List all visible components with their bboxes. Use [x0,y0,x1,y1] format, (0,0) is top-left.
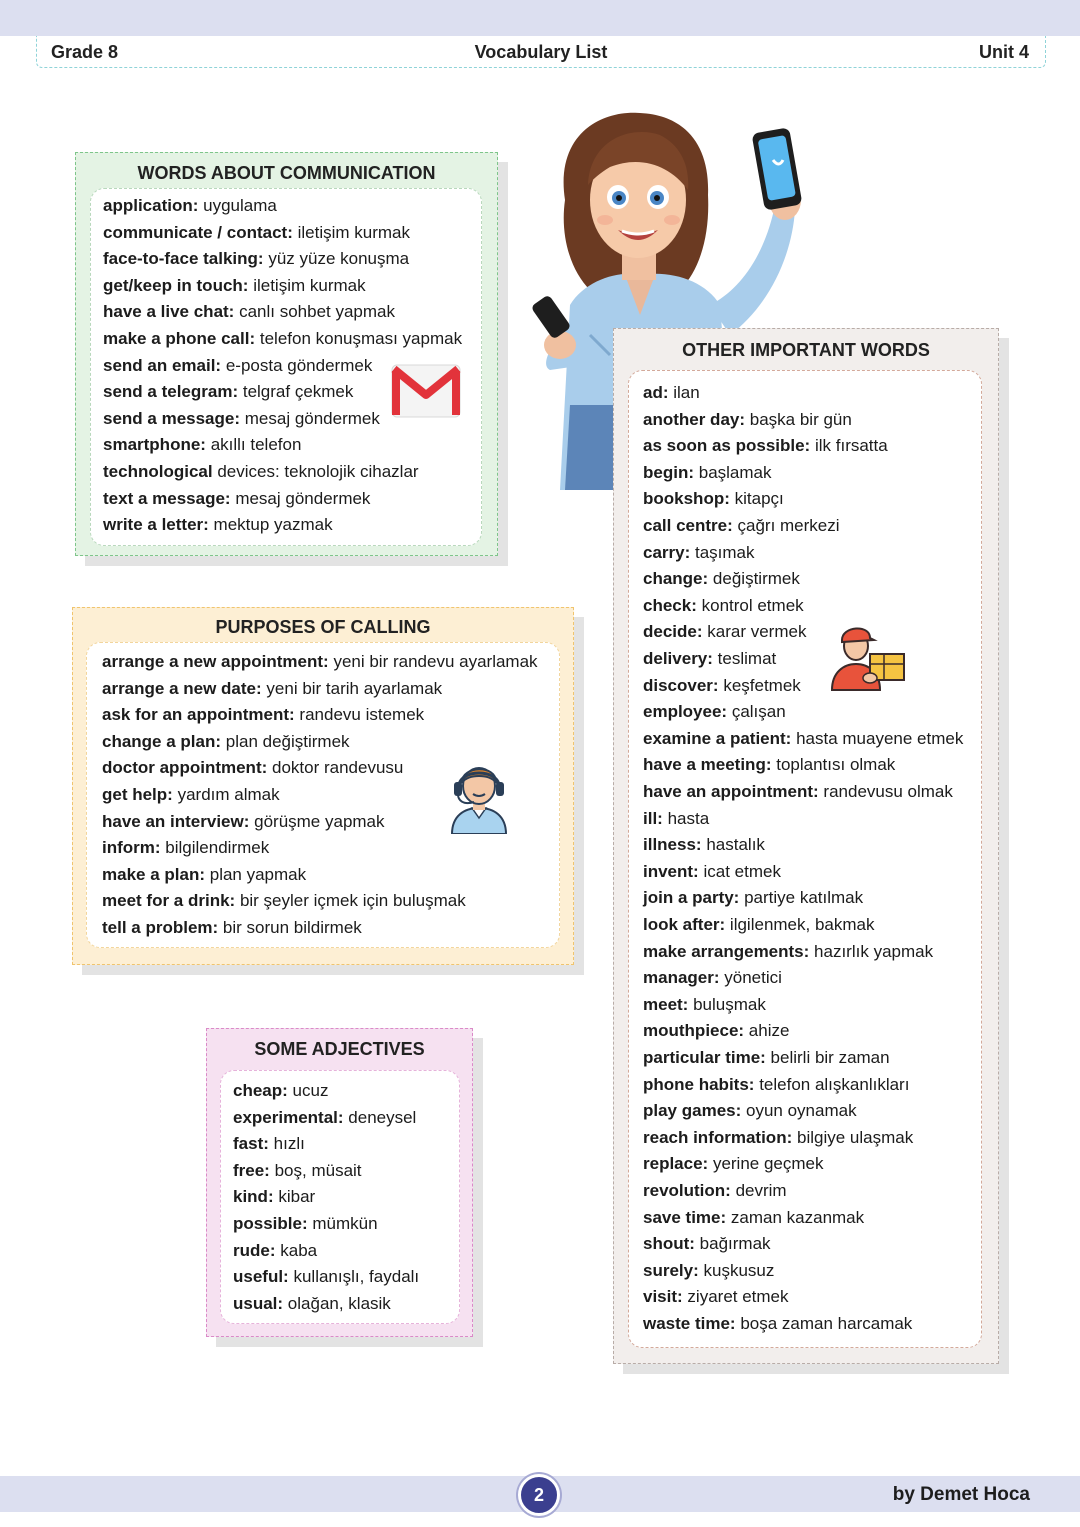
unit-label: Unit 4 [978,42,1029,62]
vocab-meaning: belirli bir zaman [770,1048,890,1067]
vocab-entry [103,435,301,455]
vocab-entry [643,1021,789,1041]
vocab-meaning: değiştirmek [712,569,800,589]
vocab-term: manager: [643,968,720,988]
vocab-meaning: toplantısı olmak [776,755,896,775]
vocab-meaning: hasta [667,808,710,828]
vocab-term: change a plan: [102,731,222,751]
vocab-term: have a meeting: [643,755,772,775]
vocab-term: employee: [643,702,728,722]
vocab-term: carry: [643,542,691,562]
vocab-entry [103,409,380,429]
vocab-entry [643,649,776,669]
vocab-entry [103,249,409,269]
vocab-term: get help: [102,785,173,804]
communication-card [75,152,498,556]
vocab-entry [643,463,772,483]
vocab-term: meet for a drink: [102,891,236,911]
vocab-entry [643,410,852,430]
vocab-meaning: plan yapmak [209,864,307,884]
vocab-term: get/keep in touch: [103,275,249,295]
vocab-meaning: randevu istemek [299,705,425,725]
vocab-term: smartphone: [103,435,206,455]
vocab-entry [643,1181,787,1201]
vocab-term: surely: [643,1260,699,1280]
vocab-term: doctor appointment: [102,758,268,778]
vocab-term: communicate / contact: [103,222,293,242]
vocab-term: free: [233,1160,270,1180]
vocab-entry [643,1287,789,1307]
vocab-meaning: yüz yüze konuşma [268,249,410,269]
vocab-term: fast: [233,1134,269,1154]
vocab-meaning: akıllı telefon [210,435,302,455]
vocab-meaning: kuşkusuz [703,1260,775,1280]
vocab-meaning: e-posta göndermek [225,355,373,375]
vocab-term: visit: [643,1287,683,1307]
vocab-meaning: mesaj göndermek [244,408,380,428]
vocab-meaning: ilk fırsatta [814,436,888,456]
adjectives-title: SOME ADJECTIVES [254,1039,425,1059]
vocab-entry [233,1108,416,1128]
vocab-term: play games: [643,1101,742,1121]
grade-label: Grade 8 [51,42,119,62]
vocab-meaning: yeni bir tarih ayarlamak [266,678,443,698]
vocab-meaning: devrim [735,1181,787,1200]
vocab-entry [643,1075,909,1095]
vocab-term: reach information: [643,1127,793,1147]
vocab-meaning: kullanışlı, faydalı [293,1267,420,1287]
vocab-entry [643,622,806,642]
vocab-entry [643,516,840,536]
vocab-entry [102,652,538,672]
vocab-entry [103,302,395,322]
vocab-entry [103,489,370,509]
vocab-entry [102,838,269,858]
vocab-entry [233,1161,362,1181]
vocab-term: usual: [233,1293,284,1313]
vocab-term: send an email: [103,355,222,375]
vocab-meaning: karar vermek [707,622,807,642]
vocab-meaning: çağrı merkezi [737,516,840,535]
vocab-meaning: görüşme yapmak [254,811,385,831]
vocab-meaning: icat etmek [703,861,781,881]
vocab-entry [643,489,784,509]
purposes-title: PURPOSES OF CALLING [215,617,431,637]
vocab-entry [643,915,874,935]
page-number: 2 [518,1474,560,1516]
vocab-entry [643,676,801,696]
vocab-entry [643,569,800,589]
vocab-entry [233,1134,305,1154]
vocab-term: examine a patient: [643,728,792,748]
vocab-entry [103,329,462,349]
vocab-term: replace: [643,1154,709,1174]
vocab-entry [103,223,410,243]
vocab-entry [233,1294,391,1314]
vocab-term: have an appointment: [643,782,819,801]
vocab-term: join a party: [643,888,740,908]
vocab-term: rude: [233,1240,276,1260]
vocab-meaning: iletişim kurmak [297,222,411,242]
vocab-entry [643,1314,912,1334]
vocab-term: change: [643,569,709,589]
vocab-term: text a message: [103,488,231,508]
vocab-entry [643,968,782,988]
vocab-meaning: devices: teknolojik cihazlar [217,462,419,481]
vocab-term: inform: [102,838,161,858]
delivery-man-icon [830,618,908,692]
vocab-entry [643,1128,913,1148]
vocab-term: invent: [643,861,699,881]
vocab-entry [643,1261,774,1281]
vocab-term: arrange a new date: [102,678,262,698]
vocab-term: shout: [643,1234,695,1254]
vocab-meaning: oyun oynamak [746,1101,857,1121]
vocab-entry [643,543,755,563]
vocab-entry [643,702,786,722]
vocab-term: make a phone call: [103,329,256,348]
vocab-term: useful: [233,1267,289,1287]
vocab-entry [643,755,895,775]
vocab-entry [643,942,933,962]
vocab-meaning: başka bir gün [749,409,852,429]
vocab-term: send a telegram: [103,382,239,402]
vocab-meaning: teslimat [717,649,777,668]
vocab-entry [233,1081,328,1101]
vocab-term: cheap: [233,1081,288,1100]
vocab-meaning: kibar [278,1187,316,1207]
vocab-term: meet: [643,994,689,1014]
vocab-meaning: bir sorun bildirmek [222,918,362,937]
vocab-term: ill: [643,808,663,828]
vocab-meaning: olağan, klasik [287,1293,391,1313]
vocab-entry [643,1154,824,1174]
vocab-meaning: bağırmak [699,1234,771,1254]
vocab-term: technological [103,462,213,481]
vocab-entry [103,196,277,216]
vocab-term: mouthpiece: [643,1021,745,1041]
vocab-term: experimental: [233,1107,344,1127]
vocab-term: possible: [233,1214,308,1233]
vocab-entry [643,1101,857,1121]
vocab-meaning: ilan [673,383,700,402]
vocab-term: decide: [643,622,703,642]
vocab-meaning: boş, müsait [274,1160,362,1180]
vocab-entry [102,785,280,805]
vocab-entry [103,462,419,482]
vocab-meaning: bir şeyler içmek için buluşmak [239,891,466,911]
vocab-meaning: mesaj göndermek [235,488,371,508]
vocab-term: particular time: [643,1048,766,1067]
vocab-term: save time: [643,1207,727,1227]
vocab-term: discover: [643,675,719,695]
vocab-entry [643,596,804,616]
vocab-term: application: [103,196,199,215]
vocab-meaning: zaman kazanmak [730,1207,865,1227]
vocab-term: another day: [643,409,746,429]
other-words-card [613,328,999,1364]
email-icon [390,363,462,419]
vocab-entry [102,812,385,832]
vocab-meaning: hasta muayene etmek [796,728,964,748]
vocab-term: delivery: [643,649,713,668]
vocab-entry [102,865,306,885]
vocab-entry [643,1234,771,1254]
vocab-entry [102,891,466,911]
vocab-meaning: mümkün [312,1214,378,1233]
vocab-term: tell a problem: [102,918,219,937]
vocab-term: have an interview: [102,811,250,831]
vocab-term: illness: [643,835,702,855]
vocab-entry [643,888,863,908]
vocab-entry [103,382,353,402]
vocab-entry [102,679,442,699]
vocab-meaning: uygulama [203,196,277,215]
communication-title: WORDS ABOUT COMMUNICATION [137,163,436,183]
vocab-meaning: randevusu olmak [823,782,953,801]
vocab-meaning: ahize [748,1021,790,1041]
vocab-entry [643,436,888,456]
vocab-meaning: telefon alışkanlıkları [759,1074,910,1094]
vocab-meaning: kaba [280,1240,318,1260]
vocab-entry [103,276,366,296]
vocab-meaning: buluşmak [693,994,766,1014]
other-words-title: OTHER IMPORTANT WORDS [682,340,930,360]
vocab-term: ad: [643,383,669,402]
author-byline: by Demet Hoca [892,1484,1030,1505]
vocab-entry [643,1048,890,1068]
vocab-entry [643,862,781,882]
vocab-term: begin: [643,462,694,482]
vocab-entry [233,1214,378,1234]
vocab-entry [233,1241,317,1261]
vocab-entry [103,515,333,535]
vocab-entry [643,809,709,829]
vocab-entry [103,356,372,376]
page-title: Vocabulary List [474,42,608,62]
vocab-term: send a message: [103,408,241,428]
vocab-meaning: kitapçı [734,489,784,509]
vocab-term: as soon as possible: [643,436,811,456]
vocab-meaning: ucuz [292,1081,329,1100]
vocab-meaning: bilgiye ulaşmak [796,1127,914,1147]
vocab-meaning: boşa zaman harcamak [740,1314,913,1333]
vocab-term: bookshop: [643,489,730,509]
vocab-entry [643,383,700,403]
vocab-meaning: hazırlık yapmak [814,941,934,961]
call-center-agent-icon [448,758,510,834]
vocab-term: make a plan: [102,864,205,884]
vocab-entry [102,705,424,725]
vocab-entry [233,1187,315,1207]
vocab-meaning: doktor randevusu [272,758,404,778]
vocab-term: call centre: [643,516,733,535]
vocab-entry [643,1208,864,1228]
vocab-entry [643,782,953,802]
vocab-entry [643,835,765,855]
vocab-meaning: telefon konuşması yapmak [259,329,463,348]
adjectives-card [206,1028,473,1337]
vocab-term: write a letter: [103,515,209,535]
top-band [0,0,1080,36]
vocab-term: make arrangements: [643,941,810,961]
page-header [36,36,1046,68]
vocab-meaning: deneysel [348,1107,417,1127]
vocab-term: ask for an appointment: [102,705,295,725]
vocab-term: face-to-face talking: [103,249,264,269]
vocab-meaning: ilgilenmek, bakmak [729,915,875,934]
vocab-entry [102,918,362,938]
vocab-meaning: yardım almak [177,785,280,804]
vocab-entry [102,732,350,752]
vocab-entry [643,995,766,1015]
vocab-meaning: iletişim kurmak [253,275,366,295]
vocab-meaning: telgraf çekmek [242,382,354,402]
vocab-meaning: yerine geçmek [712,1154,824,1174]
vocab-meaning: başlamak [698,462,772,482]
vocab-meaning: plan değiştirmek [225,731,350,751]
vocab-term: have a live chat: [103,302,235,322]
vocab-meaning: kontrol etmek [701,595,804,615]
vocab-meaning: canlı sohbet yapmak [239,302,395,322]
vocab-term: look after: [643,915,726,934]
vocab-entry [102,758,403,778]
vocab-meaning: yeni bir randevu ayarlamak [333,652,538,671]
vocab-term: waste time: [643,1314,736,1333]
vocab-meaning: hızlı [273,1134,305,1154]
vocab-meaning: bilgilendirmek [165,838,270,858]
vocab-term: arrange a new appointment: [102,652,329,671]
vocab-term: phone habits: [643,1074,755,1094]
vocab-meaning: hastalık [706,835,765,855]
vocab-term: revolution: [643,1181,731,1200]
vocab-entry [233,1267,419,1287]
vocab-meaning: ziyaret etmek [687,1287,789,1307]
vocab-term: check: [643,595,697,615]
vocab-meaning: yönetici [724,968,782,988]
vocab-meaning: keşfetmek [723,675,801,695]
vocab-entry [643,729,963,749]
vocab-meaning: mektup yazmak [213,515,333,535]
vocab-meaning: partiye katılmak [744,888,864,908]
vocab-term: kind: [233,1187,274,1207]
vocab-meaning: taşımak [695,542,755,562]
vocab-meaning: çalışan [731,702,786,722]
